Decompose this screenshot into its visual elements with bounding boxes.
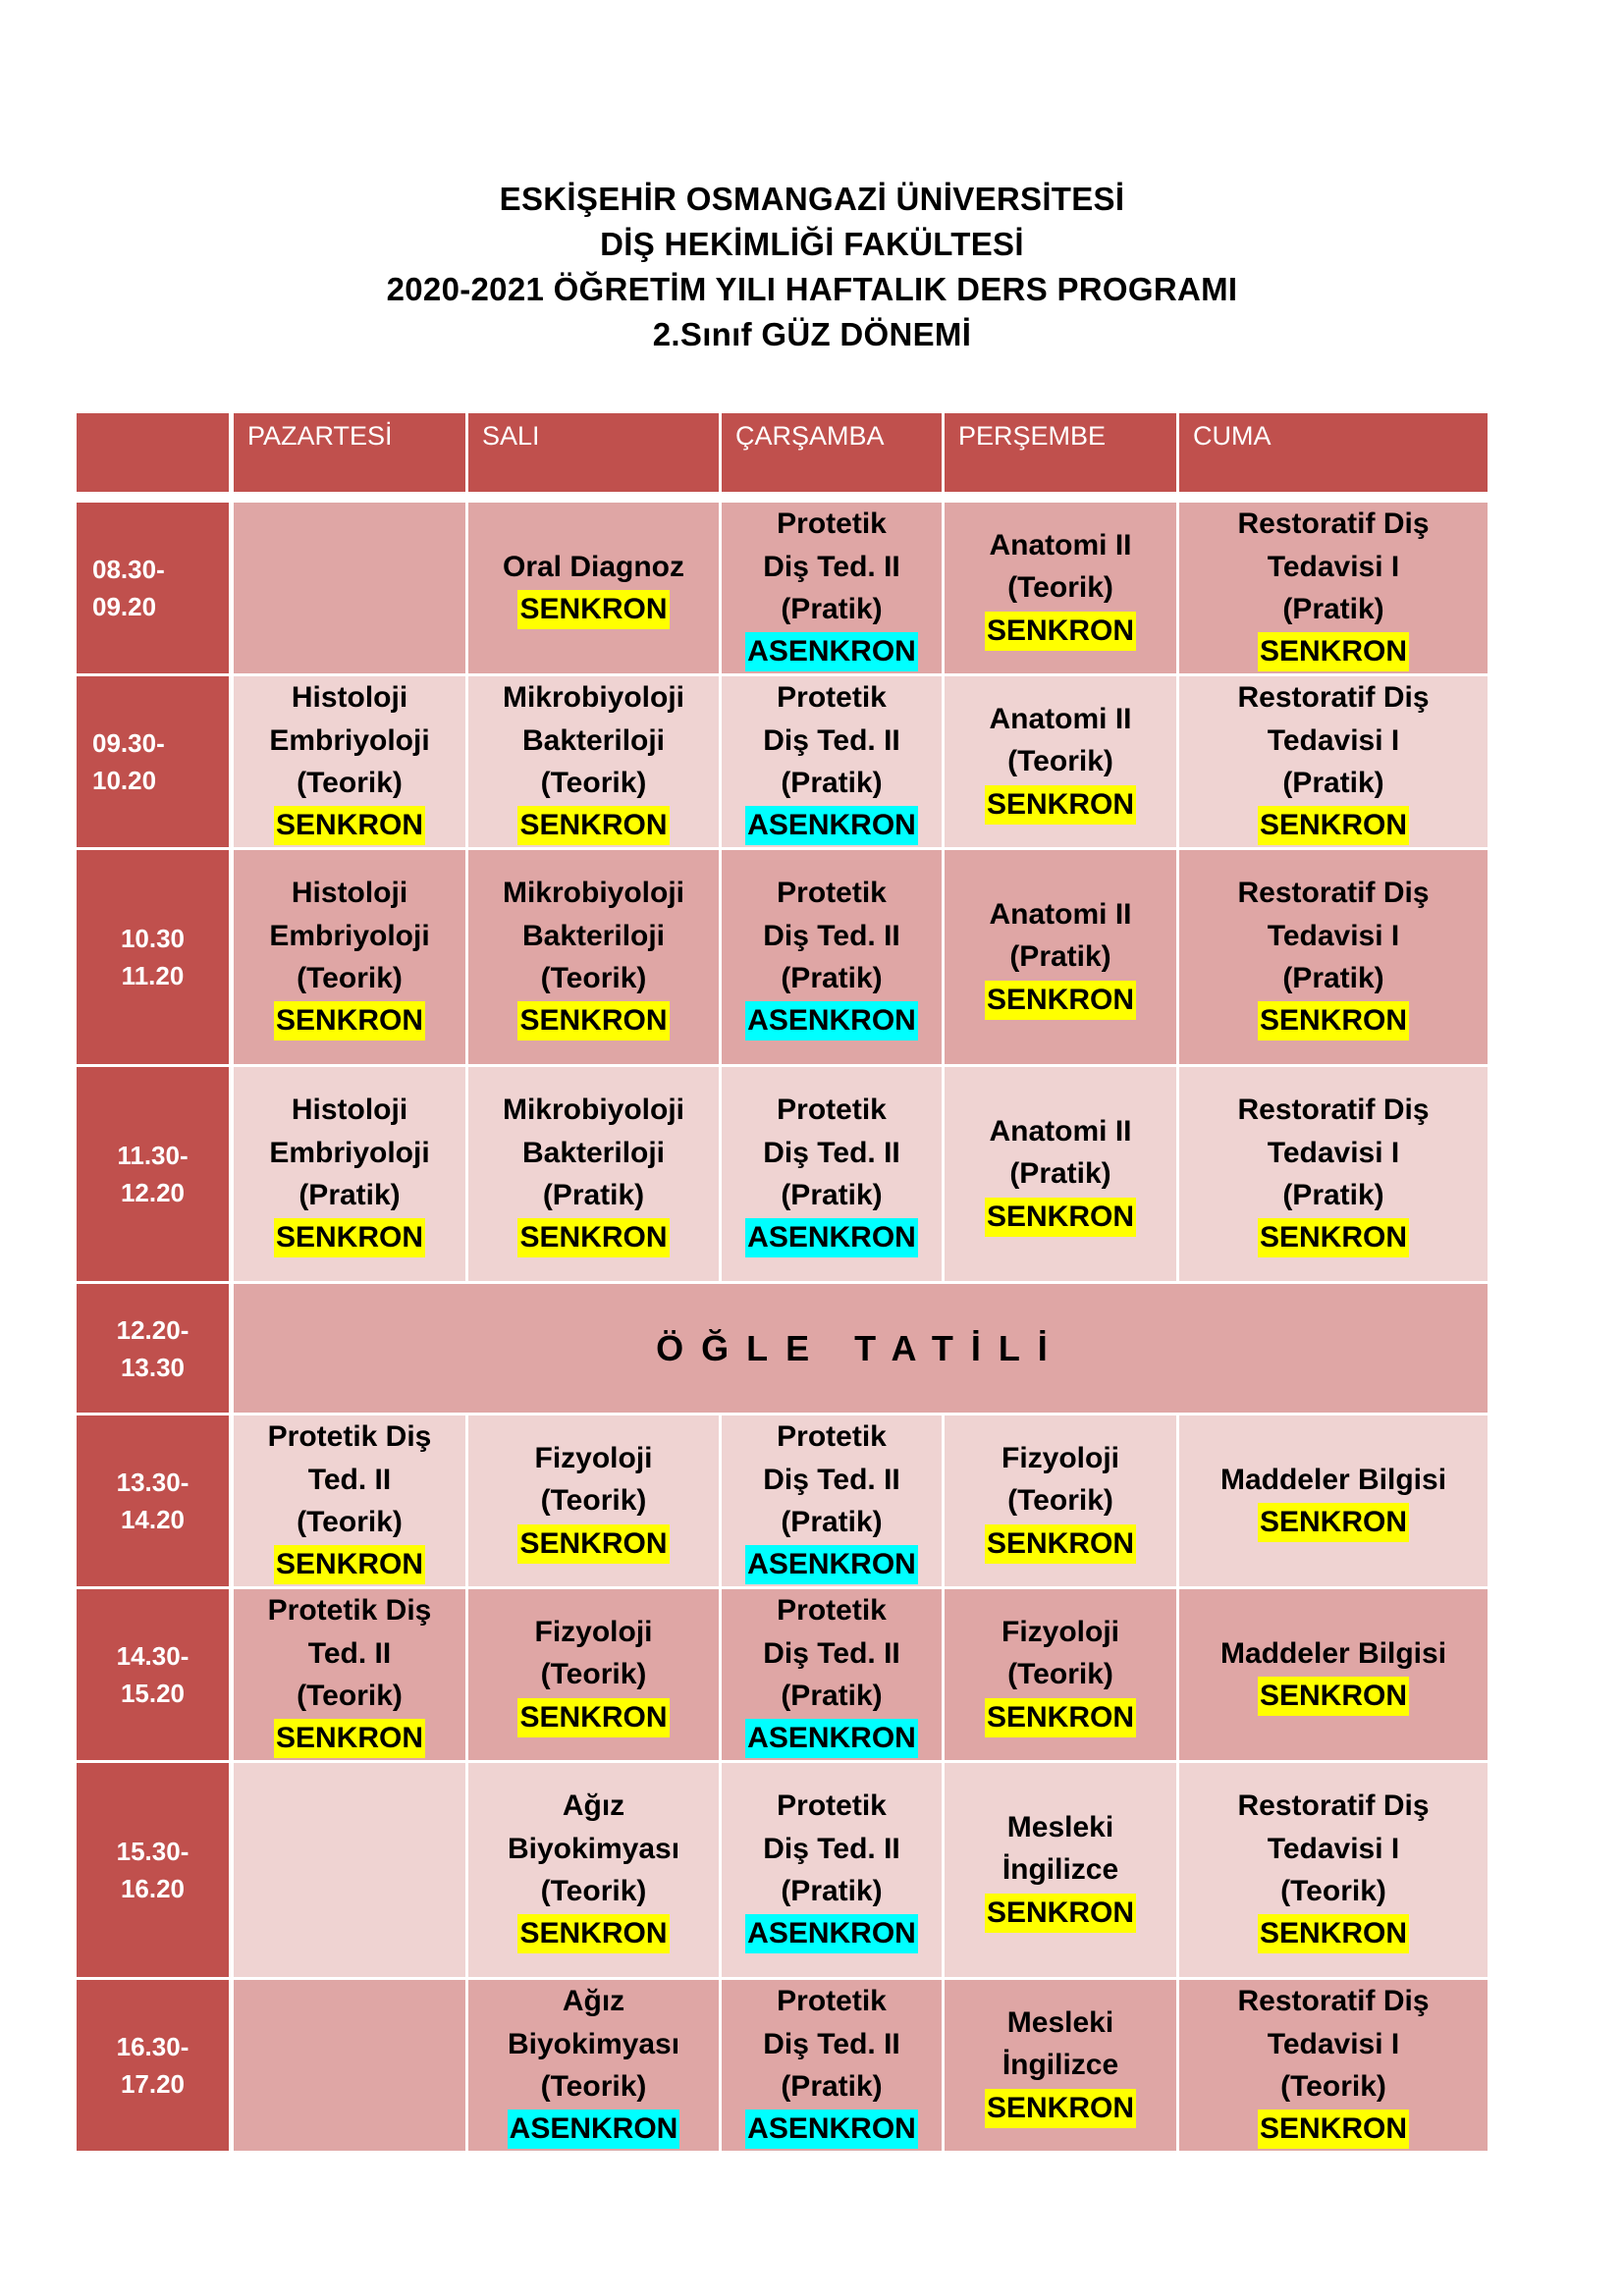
- course-line: (Teorik): [1007, 571, 1113, 605]
- senkron-badge: SENKRON: [985, 1524, 1136, 1564]
- course-cell: [722, 503, 942, 673]
- course-cell: [722, 676, 942, 847]
- course-line: Restoratif Diş: [1237, 877, 1430, 909]
- empty-cell: [234, 1980, 465, 2151]
- course-line: Embriyoloji: [269, 723, 430, 757]
- course-line: (Teorik): [297, 962, 403, 994]
- senkron-badge: SENKRON: [517, 1524, 669, 1564]
- course-line: Restoratif Diş: [1237, 1985, 1430, 2017]
- faculty-title: DİŞ HEKİMLİĞİ FAKÜLTESİ: [600, 226, 1024, 262]
- course-line: Restoratif Diş: [1237, 507, 1430, 540]
- time-label: 08.30-: [92, 555, 165, 584]
- course-line: Anatomi II: [989, 528, 1132, 561]
- course-line: Embriyoloji: [269, 919, 430, 952]
- senkron-badge: SENKRON: [274, 1545, 425, 1584]
- course-line: Mikrobiyoloji: [502, 1094, 684, 1126]
- course-line: Anatomi II: [989, 1114, 1132, 1148]
- course-line: Restoratif Diş: [1237, 1789, 1430, 1822]
- day-header-4: [945, 413, 1176, 492]
- empty-cell: [234, 503, 465, 673]
- course-line: Tedavisi I: [1267, 2027, 1400, 2060]
- day-label: SALI: [482, 421, 540, 451]
- program-title: 2020-2021 ÖĞRETİM YILI HAFTALIK DERS PROGRAMI: [386, 271, 1238, 307]
- course-line: (Teorik): [540, 1658, 647, 1691]
- course-line: Diş Ted. II: [763, 550, 900, 583]
- course-cell: [945, 850, 1176, 1064]
- course-line: Diş Ted. II: [763, 1636, 900, 1670]
- course-cell: [945, 1980, 1176, 2151]
- course-line: Histoloji: [291, 681, 408, 714]
- course-line: (Pratik): [1009, 1157, 1111, 1191]
- course-line: Histoloji: [291, 1094, 408, 1126]
- course-line: Biyokimyası: [507, 2027, 680, 2060]
- senkron-badge: SENKRON: [1258, 632, 1409, 671]
- lunch-break-label: ÖĞLE TATİLİ: [656, 1327, 1065, 1368]
- senkron-badge: SENKRON: [1258, 1914, 1409, 1953]
- time-label: 12.20-: [116, 1314, 189, 1345]
- course-cell: [1179, 1589, 1488, 1760]
- course-cell: [234, 1067, 465, 1281]
- course-cell: [1179, 1763, 1488, 1977]
- course-line: (Pratik): [781, 767, 883, 799]
- time-label: 13.30-: [116, 1468, 189, 1497]
- senkron-badge: SENKRON: [985, 785, 1136, 825]
- course-line: (Teorik): [540, 1875, 647, 1907]
- course-line: Bakteriloji: [521, 723, 666, 757]
- course-cell: [468, 676, 719, 847]
- course-line: Tedavisi I: [1267, 1136, 1400, 1169]
- course-line: Protetik: [777, 1594, 887, 1627]
- course-line: (Pratik): [781, 2070, 883, 2103]
- course-cell: [234, 676, 465, 847]
- course-line: Tedavisi I: [1267, 550, 1400, 583]
- time-cell: [77, 1415, 229, 1586]
- asenkron-badge: ASENKRON: [508, 2109, 680, 2149]
- senkron-badge: SENKRON: [274, 1218, 425, 1257]
- course-line: Oral Diagnoz: [502, 550, 685, 583]
- term-title: 2.Sınıf GÜZ DÖNEMİ: [652, 316, 972, 352]
- time-label: 12.20: [120, 1178, 186, 1207]
- senkron-badge: SENKRON: [274, 806, 425, 845]
- senkron-badge: SENKRON: [1258, 1503, 1409, 1542]
- course-line: Diş Ted. II: [763, 2027, 900, 2060]
- asenkron-badge: ASENKRON: [745, 2109, 918, 2149]
- senkron-badge: SENKRON: [517, 1698, 669, 1737]
- university-title: ESKİŞEHİR OSMANGAZİ ÜNİVERSİTESİ: [499, 181, 1125, 217]
- course-line: (Teorik): [540, 2070, 647, 2103]
- asenkron-badge: ASENKRON: [745, 1545, 918, 1584]
- course-cell: [945, 1763, 1176, 1977]
- course-line: Fizyoloji: [1001, 1441, 1119, 1474]
- course-line: (Pratik): [1282, 593, 1384, 625]
- asenkron-badge: ASENKRON: [745, 1914, 918, 1953]
- lunch-break-cell: [234, 1284, 1488, 1413]
- time-cell: [77, 850, 229, 1064]
- course-line: (Teorik): [297, 1680, 403, 1712]
- course-cell: [1179, 503, 1488, 673]
- course-cell: [722, 850, 942, 1064]
- time-label: 14.30-: [116, 1641, 189, 1671]
- time-label: 13.30: [120, 1352, 186, 1382]
- course-line: (Teorik): [1007, 1658, 1113, 1691]
- course-line: (Pratik): [781, 1506, 883, 1538]
- senkron-badge: SENKRON: [1258, 1001, 1409, 1041]
- course-cell: [945, 676, 1176, 847]
- time-label: 09.30-: [92, 728, 165, 758]
- course-line: Fizyoloji: [1001, 1615, 1119, 1648]
- course-line: (Teorik): [540, 962, 647, 994]
- course-line: Maddeler Bilgisi: [1219, 1463, 1447, 1496]
- course-line: (Pratik): [781, 593, 883, 625]
- day-header-1: [234, 413, 465, 492]
- time-label: 15.30-: [116, 1837, 189, 1866]
- course-line: Diş Ted. II: [763, 1832, 900, 1865]
- course-line: Bakteriloji: [521, 1136, 666, 1169]
- senkron-badge: SENKRON: [517, 1001, 669, 1041]
- senkron-badge: SENKRON: [985, 1198, 1136, 1237]
- course-line: Tedavisi I: [1267, 919, 1400, 952]
- senkron-badge: SENKRON: [985, 1698, 1136, 1737]
- course-cell: [1179, 1980, 1488, 2151]
- document-header: [0, 177, 1624, 357]
- senkron-badge: SENKRON: [517, 806, 669, 845]
- course-line: (Pratik): [298, 1179, 401, 1211]
- course-line: İngilizce: [1001, 1853, 1119, 1887]
- course-cell: [468, 1980, 719, 2151]
- senkron-badge: SENKRON: [985, 2089, 1136, 2128]
- course-cell: [1179, 676, 1488, 847]
- time-cell: [77, 1589, 229, 1760]
- course-line: Protetik: [777, 1985, 887, 2017]
- course-cell: [234, 850, 465, 1064]
- course-line: Anatomi II: [989, 897, 1132, 931]
- course-cell: [468, 503, 719, 673]
- senkron-badge: SENKRON: [517, 1914, 669, 1953]
- course-line: Histoloji: [291, 877, 408, 909]
- course-line: (Pratik): [1282, 1179, 1384, 1211]
- course-line: (Teorik): [1280, 2070, 1386, 2103]
- course-line: Diş Ted. II: [763, 1136, 900, 1169]
- time-cell: [77, 676, 229, 847]
- senkron-badge: SENKRON: [517, 1218, 669, 1257]
- time-cell: [77, 1284, 229, 1413]
- course-line: (Pratik): [1282, 767, 1384, 799]
- course-cell: [945, 1415, 1176, 1586]
- time-label: 14.20: [120, 1505, 186, 1534]
- course-line: Bakteriloji: [521, 919, 666, 952]
- course-line: (Teorik): [297, 767, 403, 799]
- course-line: Tedavisi I: [1267, 1832, 1400, 1865]
- course-line: Restoratif Diş: [1237, 681, 1430, 714]
- time-label: 16.20: [120, 1874, 186, 1903]
- time-label: 11.20: [121, 961, 185, 990]
- course-line: Maddeler Bilgisi: [1219, 1636, 1447, 1670]
- time-label: 10.30: [120, 924, 186, 953]
- asenkron-badge: ASENKRON: [745, 1218, 918, 1257]
- course-line: Embriyoloji: [269, 1136, 430, 1169]
- day-label: CUMA: [1193, 421, 1272, 451]
- senkron-badge: SENKRON: [985, 981, 1136, 1020]
- course-cell: [945, 503, 1176, 673]
- course-cell: [234, 1415, 465, 1586]
- time-cell: [77, 503, 229, 673]
- time-label: 17.20: [120, 2069, 186, 2099]
- course-cell: [945, 1589, 1176, 1760]
- course-cell: [468, 1067, 719, 1281]
- course-cell: [945, 1067, 1176, 1281]
- asenkron-badge: ASENKRON: [745, 806, 918, 845]
- course-line: Diş Ted. II: [763, 723, 900, 757]
- course-line: Biyokimyası: [507, 1832, 680, 1865]
- course-line: (Teorik): [1007, 745, 1113, 778]
- course-line: Ağız: [562, 1789, 625, 1822]
- empty-cell: [234, 1763, 465, 1977]
- table-corner: [77, 413, 229, 492]
- time-label: 09.20: [92, 592, 157, 621]
- course-line: Protetik Diş: [267, 1420, 432, 1453]
- course-cell: [1179, 1067, 1488, 1281]
- senkron-badge: SENKRON: [274, 1719, 425, 1758]
- day-label: PERŞEMBE: [958, 421, 1107, 451]
- course-cell: [468, 1763, 719, 1977]
- course-line: Mikrobiyoloji: [502, 681, 684, 714]
- course-line: Anatomi II: [989, 702, 1132, 735]
- senkron-badge: SENKRON: [1258, 806, 1409, 845]
- course-line: (Teorik): [540, 1484, 647, 1518]
- course-line: Mesleki: [1006, 1810, 1114, 1843]
- course-line: (Pratik): [1282, 962, 1384, 994]
- course-line: Diş Ted. II: [763, 1463, 900, 1496]
- course-line: Protetik: [777, 681, 887, 714]
- course-line: (Pratik): [781, 1680, 883, 1712]
- course-cell: [234, 1589, 465, 1760]
- course-line: Protetik: [777, 877, 887, 909]
- course-cell: [468, 850, 719, 1064]
- course-cell: [468, 1589, 719, 1760]
- course-line: Protetik: [777, 1420, 887, 1453]
- senkron-badge: SENKRON: [1258, 1218, 1409, 1257]
- course-line: (Pratik): [781, 1179, 883, 1211]
- course-line: (Teorik): [1007, 1484, 1113, 1518]
- course-cell: [1179, 850, 1488, 1064]
- time-cell: [77, 1980, 229, 2151]
- course-line: Restoratif Diş: [1237, 1094, 1430, 1126]
- senkron-badge: SENKRON: [517, 590, 669, 629]
- course-line: Protetik Diş: [267, 1594, 432, 1627]
- course-cell: [722, 1763, 942, 1977]
- course-line: Protetik: [777, 507, 887, 540]
- course-line: Tedavisi I: [1267, 723, 1400, 757]
- course-line: (Pratik): [542, 1179, 645, 1211]
- senkron-badge: SENKRON: [1258, 2109, 1409, 2149]
- course-line: (Teorik): [297, 1506, 403, 1538]
- course-cell: [468, 1415, 719, 1586]
- senkron-badge: SENKRON: [985, 1894, 1136, 1933]
- time-label: 10.20: [92, 766, 157, 795]
- senkron-badge: SENKRON: [1258, 1677, 1409, 1716]
- course-line: (Teorik): [540, 767, 647, 799]
- time-label: 11.30-: [117, 1141, 189, 1170]
- course-line: Mikrobiyoloji: [502, 877, 684, 909]
- course-line: (Pratik): [781, 962, 883, 994]
- course-line: Ted. II: [307, 1463, 392, 1496]
- asenkron-badge: ASENKRON: [745, 1001, 918, 1041]
- time-cell: [77, 1067, 229, 1281]
- day-header-5: [1179, 413, 1488, 492]
- day-header-2: [468, 413, 719, 492]
- time-cell: [77, 1763, 229, 1977]
- course-line: (Pratik): [1009, 940, 1111, 974]
- course-line: Protetik: [777, 1789, 887, 1822]
- asenkron-badge: ASENKRON: [745, 632, 918, 671]
- course-line: İngilizce: [1001, 2049, 1119, 2082]
- course-line: Ağız: [562, 1985, 625, 2017]
- senkron-badge: SENKRON: [274, 1001, 425, 1041]
- course-line: Ted. II: [307, 1636, 392, 1670]
- course-line: Diş Ted. II: [763, 919, 900, 952]
- day-label: ÇARŞAMBA: [735, 421, 885, 451]
- course-line: (Pratik): [781, 1875, 883, 1907]
- course-cell: [722, 1980, 942, 2151]
- asenkron-badge: ASENKRON: [745, 1719, 918, 1758]
- course-cell: [722, 1067, 942, 1281]
- course-line: Fizyoloji: [534, 1441, 653, 1474]
- day-label: PAZARTESİ: [247, 421, 393, 451]
- course-cell: [722, 1415, 942, 1586]
- time-label: 16.30-: [116, 2032, 189, 2061]
- course-cell: [722, 1589, 942, 1760]
- course-line: Mesleki: [1006, 2005, 1114, 2039]
- senkron-badge: SENKRON: [985, 612, 1136, 651]
- course-line: Fizyoloji: [534, 1615, 653, 1648]
- course-line: (Teorik): [1280, 1875, 1386, 1907]
- course-line: Protetik: [777, 1094, 887, 1126]
- course-cell: [1179, 1415, 1488, 1586]
- time-label: 15.20: [120, 1679, 186, 1708]
- day-header-3: [722, 413, 942, 492]
